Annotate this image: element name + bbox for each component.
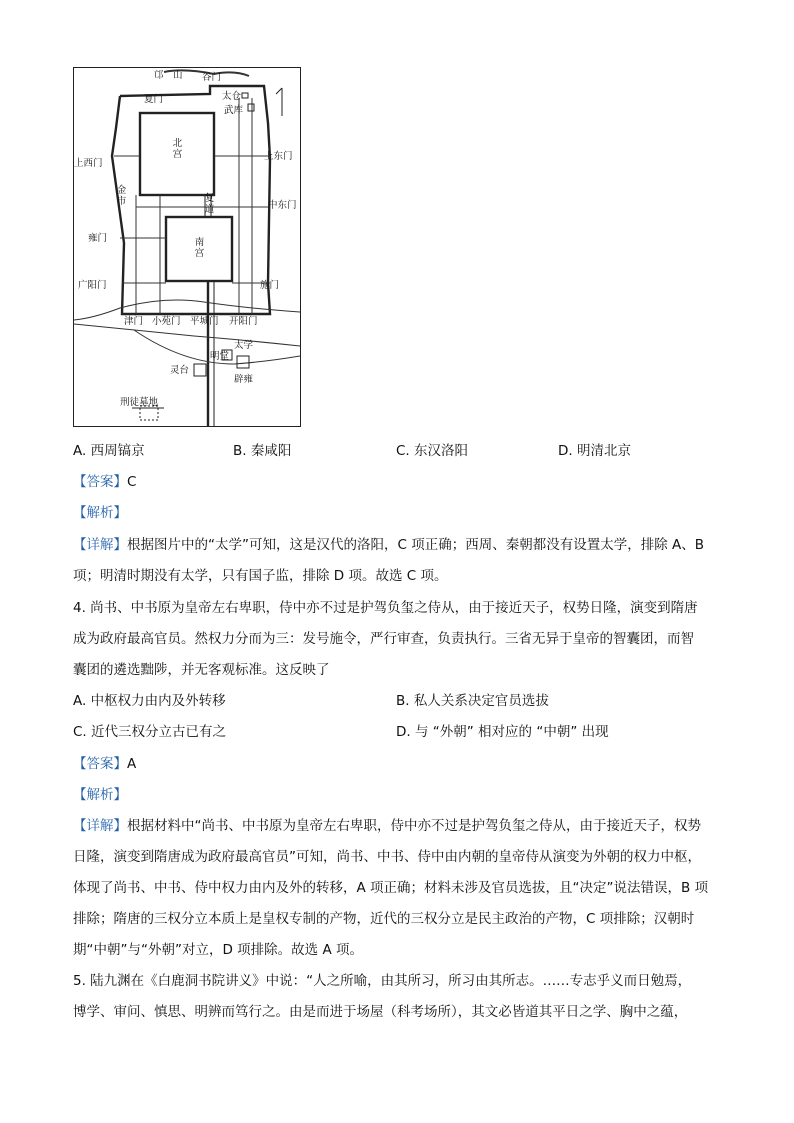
q3-answer-tag: 【答案】 bbox=[73, 474, 127, 490]
q4-stem-line-3: 囊团的遴选黜陟，并无客观标准。这反映了 bbox=[73, 662, 330, 678]
jinmen-label: 津门 bbox=[124, 316, 144, 327]
q3-option-c: C. 东汉洛阳 bbox=[396, 443, 469, 459]
q3-answer: C bbox=[127, 474, 137, 490]
haomen-label: 施门 bbox=[260, 280, 280, 291]
q4-detail-line-2: 日隆，演变到隋唐成为政府最高官员”可知，尚书、中书、侍中由内朝的皇帝侍从演变为外朝的权力中枢， bbox=[73, 849, 701, 865]
q5-stem-line-1: 5. 陆九渊在《白鹿洞书院讲义》中说：“人之所喻，由其所习，所习由其所志。……专志乎义而日勉焉， bbox=[73, 973, 692, 989]
wuku-label: 武库 bbox=[224, 105, 244, 116]
pingchengmen-label: 平城门 bbox=[190, 316, 219, 327]
yongmen-label: 雍门 bbox=[88, 233, 108, 244]
gumen-label: 谷门 bbox=[202, 72, 222, 83]
q4-detail-line-5: 期“中朝”与“外朝”对立，D 项排除。故选 A 项。 bbox=[73, 942, 363, 958]
mingtang-label: 明堂 bbox=[210, 351, 230, 362]
guangyangmen-label: 广阳门 bbox=[78, 280, 107, 291]
q4-answer-tag: 【答案】 bbox=[73, 756, 127, 772]
q4-detail-line-4: 排除；隋唐的三权分立本质上是皇权专制的产物，近代的三权分立是民主政治的产物，C 项排除；汉朝时 bbox=[73, 911, 695, 927]
north-palace-label: 北宫 bbox=[172, 138, 183, 160]
xiaoyuanmen-label: 小苑门 bbox=[152, 316, 181, 327]
q3-detail-line-2: 项；明清时期没有太学，只有国子监，排除 D 项。故选 C 项。 bbox=[73, 568, 448, 584]
q3-option-d: D. 明清北京 bbox=[558, 443, 631, 459]
q4-analysis-tag: 【解析】 bbox=[73, 787, 127, 803]
q4-option-c: C. 近代三权分立古已有之 bbox=[73, 724, 227, 740]
q3-analysis-tag: 【解析】 bbox=[73, 505, 127, 521]
kaiyangmen-label: 开阳门 bbox=[229, 316, 258, 327]
zhongdongmen-label: 中东门 bbox=[268, 200, 297, 211]
q3-option-b: B. 秦咸阳 bbox=[233, 443, 292, 459]
q3-detail-text-1: 根据图片中的“太学”可知，这是汉代的洛阳，C 项正确；西周、秦朝都没有设置太学，排除 A、B bbox=[127, 537, 704, 553]
q4-detail-line-1 bbox=[73, 816, 701, 836]
shangdongmen-label: 上东门 bbox=[264, 151, 293, 162]
q4-stem-line-1: 4. 尚书、中书原为皇帝左右卑职，侍中亦不过是护驾负玺之侍从，由于接近天子，权势日隆，演变到隋唐 bbox=[73, 600, 698, 616]
q3-answer-line bbox=[73, 472, 136, 492]
jinshi-label: 金市 bbox=[116, 185, 127, 207]
q4-option-d: D. 与 “外朝” 相对应的 “中朝” 出现 bbox=[396, 724, 609, 740]
south-palace-label: 南宫 bbox=[194, 237, 205, 259]
xingtu-label: 刑徒墓地 bbox=[120, 397, 159, 408]
taixue-label: 太学 bbox=[234, 340, 254, 351]
q5-stem-line-2: 博学、审问、慎思、明辨而笃行之。由是而进于场屋（科考场所），其文必皆道其平日之学、胸中之蕴， bbox=[73, 1004, 688, 1020]
luoyang-map bbox=[73, 67, 301, 427]
q4-detail-text-1: 根据材料中“尚书、中书原为皇帝左右卑职，侍中亦不过是护驾负玺之侍从，由于接近天子，权势 bbox=[127, 818, 701, 834]
q3-option-a: A. 西周镐京 bbox=[73, 443, 145, 459]
q4-answer: A bbox=[127, 756, 137, 772]
q4-option-a: A. 中枢权力由内及外转移 bbox=[73, 693, 226, 709]
taicang-label: 太仓 bbox=[222, 91, 242, 102]
q4-stem-line-2: 成为政府最高官员。然权力分而为三：发号施令，严行审查，负责执行。三省无异于皇帝的智囊团，而智 bbox=[73, 631, 694, 647]
q4-detail-line-3: 体现了尚书、中书、侍中权力由内及外的转移，A 项正确；材料未涉及官员选拔，且“决定”说法错误，B 项 bbox=[73, 880, 709, 896]
q4-detail-tag: 【详解】 bbox=[73, 818, 127, 834]
fudao-label: 复道 bbox=[204, 193, 215, 215]
q3-detail-line-1 bbox=[73, 535, 704, 555]
lingtai-label: 灵台 bbox=[170, 365, 190, 376]
q3-detail-tag: 【详解】 bbox=[73, 537, 127, 553]
q4-option-b: B. 私人关系决定官员选拔 bbox=[396, 693, 549, 709]
mountain-label: 邙 山 bbox=[154, 70, 183, 81]
biyong-label: 辟雍 bbox=[234, 374, 254, 385]
xiamen-label: 夏门 bbox=[144, 94, 164, 105]
q4-answer-line bbox=[73, 754, 136, 774]
shangximen-label: 上西门 bbox=[74, 158, 103, 169]
